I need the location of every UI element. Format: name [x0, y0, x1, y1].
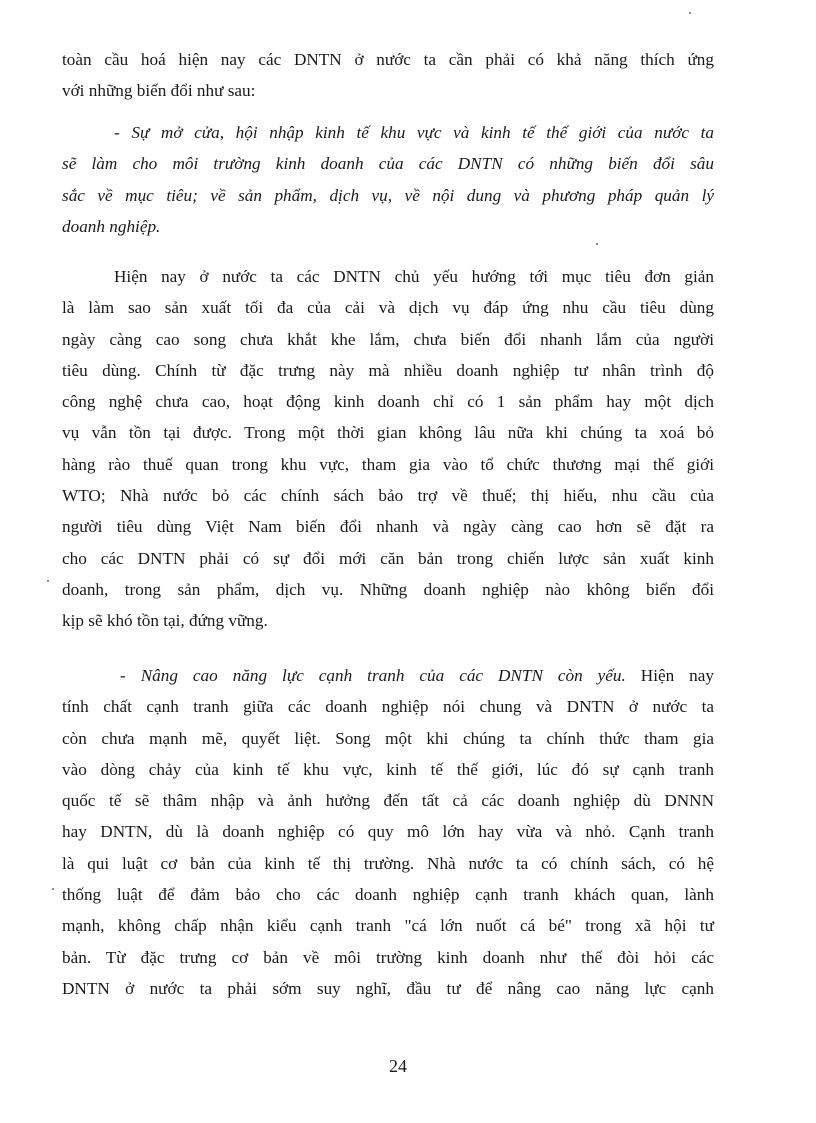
text-line: là qui luật cơ bản của kinh tế thị trường. Nhà nước ta có chính sách, có hệ [62, 853, 714, 873]
text-line: tính chất cạnh tranh giữa các doanh nghiệp nói chung và DNTN ở nước ta [62, 697, 714, 717]
scan-speck [52, 888, 54, 890]
text-line: tiêu dùng. Chính từ đặc trưng này mà nhiều doanh nghiệp tư nhân trình độ [62, 360, 714, 380]
point-two-heading: - Nâng cao năng lực cạnh tranh của các DNTN còn yếu. [120, 666, 626, 685]
text-line: hàng rào thuế quan trong khu vực, tham gia vào tổ chức thương mại thế giới [62, 454, 714, 474]
text-line: Hiện nay ở nước ta các DNTN chủ yếu hướng tới mục tiêu đơn giản [114, 267, 714, 286]
text-line: DNTN ở nước ta phải sớm suy nghĩ, đầu tư để nâng cao năng lực cạnh [62, 978, 714, 998]
scan-speck [596, 243, 598, 245]
text-line: ngày càng cao song chưa khắt khe lắm, chưa biến đổi nhanh lắm của người [62, 329, 714, 349]
point-one-paragraph [62, 117, 714, 242]
text-line: WTO; Nhà nước bỏ các chính sách bảo trợ về thuế; thị hiếu, nhu cầu của [62, 486, 714, 506]
intro-paragraph [62, 44, 714, 107]
body-paragraph-2 [62, 261, 714, 637]
text-line: với những biến đổi như sau: [62, 81, 256, 101]
scan-speck [47, 580, 49, 582]
text-line: sẽ làm cho môi trường kinh doanh của các DNTN có những biến đổi sâu [62, 154, 714, 174]
scan-speck [689, 12, 691, 14]
text-line: còn chưa mạnh mẽ, quyết liệt. Song một khi chúng ta chính thức tham gia [62, 728, 714, 748]
text-line: thống luật để đảm bảo cho các doanh nghiệp cạnh tranh khách quan, lành [62, 885, 714, 905]
text-line: doanh nghiệp. [62, 216, 161, 236]
text-line: người tiêu dùng Việt Nam biến đổi nhanh và ngày càng cao hơn sẽ đặt ra [62, 517, 714, 537]
text-line: bản. Từ đặc trưng cơ bản về môi trường kinh doanh như thế đòi hỏi các [62, 947, 714, 967]
page-number: 24 [389, 1056, 407, 1076]
text-line: hay DNTN, dù là doanh nghiệp có quy mô lớn hay vừa và nhỏ. Cạnh tranh [62, 822, 714, 842]
text-line: công nghệ chưa cao, hoạt động kinh doanh chỉ có 1 sản phẩm hay một dịch [62, 392, 714, 412]
text-line: quốc tế sẽ thâm nhập và ảnh hưởng đến tất cả các doanh nghiệp dù DNNN [62, 791, 714, 811]
point-two-lead: Hiện nay [625, 666, 714, 685]
text-line: kịp sẽ khó tồn tại, đứng vững. [62, 611, 268, 631]
text-line: cho các DNTN phải có sự đổi mới căn bản trong chiến lược sản xuất kinh [62, 548, 714, 568]
text-line: vào dòng chảy của kinh tế khu vực, kinh tế thế giới, lúc đó sự cạnh tranh [62, 759, 714, 779]
text-line: vụ vẫn tồn tại được. Trong một thời gian không lâu nữa khi chúng ta xoá bỏ [62, 423, 714, 443]
text-line: sắc về mục tiêu; về sản phẩm, dịch vụ, về nội dung và phương pháp quản lý [62, 185, 714, 205]
point-two-paragraph [62, 660, 714, 1004]
text-line: toàn cầu hoá hiện nay các DNTN ở nước ta cần phải có khả năng thích ứng [62, 50, 714, 69]
text-line [62, 660, 714, 691]
text-line: doanh, trong sản phẩm, dịch vụ. Những doanh nghiệp nào không biến đổi [62, 579, 714, 599]
text-line: là làm sao sản xuất tối đa của cải và dịch vụ đáp ứng nhu cầu tiêu dùng [62, 298, 714, 318]
text-line: mạnh, không chấp nhận kiểu cạnh tranh "cá lớn nuốt cá bé" trong xã hội tư [62, 916, 714, 936]
text-line: - Sự mở cửa, hội nhập kinh tế khu vực và kinh tế thế giới của nước ta [114, 123, 714, 142]
